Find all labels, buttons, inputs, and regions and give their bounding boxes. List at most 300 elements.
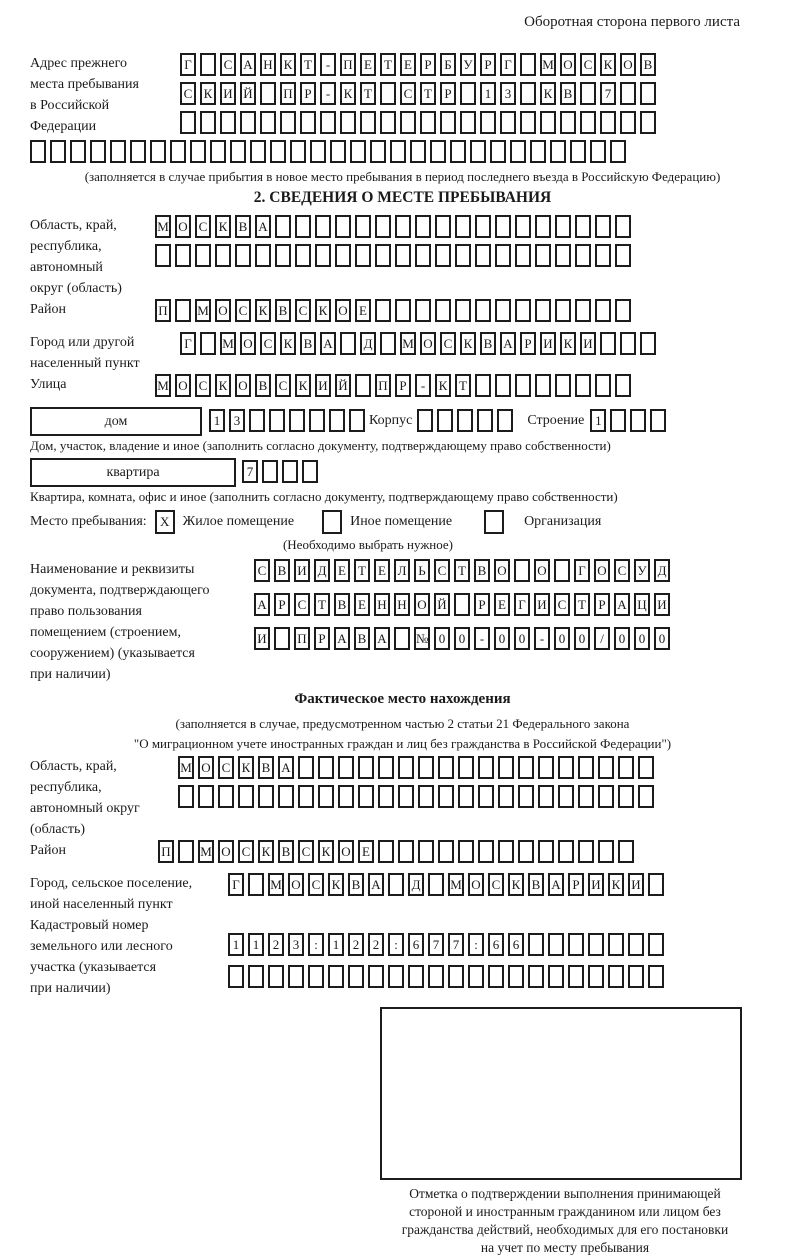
char-cell[interactable]: Д: [654, 559, 670, 582]
char-cell[interactable]: С: [180, 82, 196, 105]
char-cell[interactable]: С: [218, 756, 234, 779]
char-cell[interactable]: [415, 215, 431, 238]
char-cell[interactable]: [198, 785, 214, 808]
char-cell[interactable]: Е: [400, 53, 416, 76]
char-cell[interactable]: [455, 215, 471, 238]
char-cell[interactable]: [514, 559, 530, 582]
char-cell[interactable]: Д: [314, 559, 330, 582]
char-cell[interactable]: О: [494, 559, 510, 582]
char-cell[interactable]: И: [580, 332, 596, 355]
char-cell[interactable]: Й: [434, 593, 450, 616]
char-cell[interactable]: [180, 111, 196, 134]
char-cell[interactable]: :: [388, 933, 404, 956]
char-cell[interactable]: [615, 374, 631, 397]
char-cell[interactable]: [200, 332, 216, 355]
char-cell[interactable]: 1: [248, 933, 264, 956]
char-cell[interactable]: 1: [590, 409, 606, 432]
char-cell[interactable]: [528, 933, 544, 956]
char-cell[interactable]: 6: [488, 933, 504, 956]
char-cell[interactable]: [620, 111, 636, 134]
char-cell[interactable]: [480, 111, 496, 134]
char-cell[interactable]: [538, 840, 554, 863]
char-cell[interactable]: Е: [358, 840, 374, 863]
char-cell[interactable]: [515, 299, 531, 322]
char-cell[interactable]: [458, 785, 474, 808]
char-cell[interactable]: 0: [574, 627, 590, 650]
char-cell[interactable]: М: [178, 756, 194, 779]
char-cell[interactable]: Е: [374, 559, 390, 582]
char-cell[interactable]: К: [295, 374, 311, 397]
char-cell[interactable]: [590, 140, 606, 163]
char-cell[interactable]: Т: [455, 374, 471, 397]
char-cell[interactable]: [318, 756, 334, 779]
char-cell[interactable]: [274, 627, 290, 650]
char-cell[interactable]: Н: [394, 593, 410, 616]
char-cell[interactable]: [178, 785, 194, 808]
char-cell[interactable]: [640, 332, 656, 355]
char-cell[interactable]: К: [608, 873, 624, 896]
char-cell[interactable]: [170, 140, 186, 163]
char-cell[interactable]: В: [528, 873, 544, 896]
char-cell[interactable]: [578, 785, 594, 808]
char-cell[interactable]: О: [240, 332, 256, 355]
char-cell[interactable]: [420, 111, 436, 134]
char-cell[interactable]: А: [500, 332, 516, 355]
char-cell[interactable]: [315, 244, 331, 267]
char-cell[interactable]: [262, 460, 278, 483]
char-cell[interactable]: К: [435, 374, 451, 397]
char-cell[interactable]: [438, 840, 454, 863]
char-cell[interactable]: [460, 111, 476, 134]
char-cell[interactable]: [608, 965, 624, 988]
char-cell[interactable]: [378, 785, 394, 808]
char-cell[interactable]: [598, 785, 614, 808]
char-cell[interactable]: П: [294, 627, 310, 650]
char-cell[interactable]: [535, 299, 551, 322]
char-cell[interactable]: 0: [634, 627, 650, 650]
char-cell[interactable]: [290, 140, 306, 163]
char-cell[interactable]: [620, 82, 636, 105]
char-cell[interactable]: [575, 244, 591, 267]
char-cell[interactable]: Й: [240, 82, 256, 105]
char-cell[interactable]: [508, 965, 524, 988]
char-cell[interactable]: К: [340, 82, 356, 105]
char-cell[interactable]: [380, 332, 396, 355]
char-cell[interactable]: Т: [314, 593, 330, 616]
char-cell[interactable]: 3: [288, 933, 304, 956]
char-cell[interactable]: [638, 785, 654, 808]
char-cell[interactable]: [258, 785, 274, 808]
char-cell[interactable]: Е: [494, 593, 510, 616]
char-cell[interactable]: [518, 785, 534, 808]
char-cell[interactable]: [498, 785, 514, 808]
char-cell[interactable]: В: [255, 374, 271, 397]
char-cell[interactable]: [417, 409, 433, 432]
char-cell[interactable]: Т: [420, 82, 436, 105]
char-cell[interactable]: А: [255, 215, 271, 238]
char-cell[interactable]: А: [548, 873, 564, 896]
char-cell[interactable]: [358, 756, 374, 779]
char-cell[interactable]: [328, 965, 344, 988]
char-cell[interactable]: [268, 965, 284, 988]
char-cell[interactable]: [398, 785, 414, 808]
char-cell[interactable]: [518, 840, 534, 863]
char-cell[interactable]: С: [195, 374, 211, 397]
char-cell[interactable]: С: [260, 332, 276, 355]
char-cell[interactable]: И: [540, 332, 556, 355]
char-cell[interactable]: Р: [520, 332, 536, 355]
char-cell[interactable]: [388, 965, 404, 988]
char-cell[interactable]: [110, 140, 126, 163]
char-cell[interactable]: [497, 409, 513, 432]
char-cell[interactable]: В: [348, 873, 364, 896]
char-cell[interactable]: :: [308, 933, 324, 956]
char-cell[interactable]: [478, 756, 494, 779]
char-cell[interactable]: [528, 965, 544, 988]
char-cell[interactable]: Т: [380, 53, 396, 76]
char-cell[interactable]: Р: [594, 593, 610, 616]
char-cell[interactable]: [300, 111, 316, 134]
char-cell[interactable]: И: [220, 82, 236, 105]
char-cell[interactable]: П: [375, 374, 391, 397]
char-cell[interactable]: [468, 965, 484, 988]
char-cell[interactable]: [400, 111, 416, 134]
char-cell[interactable]: [418, 840, 434, 863]
char-cell[interactable]: В: [235, 215, 251, 238]
char-cell[interactable]: -: [320, 53, 336, 76]
char-cell[interactable]: [295, 244, 311, 267]
char-cell[interactable]: Е: [355, 299, 371, 322]
char-cell[interactable]: Р: [300, 82, 316, 105]
char-cell[interactable]: К: [508, 873, 524, 896]
char-cell[interactable]: [498, 756, 514, 779]
char-cell[interactable]: :: [468, 933, 484, 956]
char-cell[interactable]: 0: [494, 627, 510, 650]
char-cell[interactable]: [535, 244, 551, 267]
char-cell[interactable]: [580, 82, 596, 105]
char-cell[interactable]: В: [480, 332, 496, 355]
char-cell[interactable]: Г: [180, 53, 196, 76]
char-cell[interactable]: [270, 140, 286, 163]
char-cell[interactable]: [615, 244, 631, 267]
char-cell[interactable]: Р: [474, 593, 490, 616]
checkbox-inoe[interactable]: [322, 510, 342, 534]
char-cell[interactable]: [175, 244, 191, 267]
char-cell[interactable]: К: [600, 53, 616, 76]
char-cell[interactable]: [475, 215, 491, 238]
char-cell[interactable]: 0: [454, 627, 470, 650]
char-cell[interactable]: [430, 140, 446, 163]
char-cell[interactable]: [230, 140, 246, 163]
char-cell[interactable]: [550, 140, 566, 163]
char-cell[interactable]: А: [254, 593, 270, 616]
char-cell[interactable]: А: [374, 627, 390, 650]
char-cell[interactable]: [175, 299, 191, 322]
char-cell[interactable]: [555, 215, 571, 238]
char-cell[interactable]: [478, 785, 494, 808]
char-cell[interactable]: [440, 111, 456, 134]
char-cell[interactable]: [548, 933, 564, 956]
char-cell[interactable]: 7: [448, 933, 464, 956]
char-cell[interactable]: [30, 140, 46, 163]
char-cell[interactable]: Т: [300, 53, 316, 76]
char-cell[interactable]: [390, 140, 406, 163]
char-cell[interactable]: [90, 140, 106, 163]
char-cell[interactable]: [335, 215, 351, 238]
char-cell[interactable]: К: [280, 332, 296, 355]
char-cell[interactable]: 0: [434, 627, 450, 650]
char-cell[interactable]: [282, 460, 298, 483]
char-cell[interactable]: [415, 244, 431, 267]
char-cell[interactable]: Р: [480, 53, 496, 76]
char-cell[interactable]: 3: [229, 409, 245, 432]
char-cell[interactable]: [200, 111, 216, 134]
char-cell[interactable]: [600, 332, 616, 355]
char-cell[interactable]: [378, 756, 394, 779]
char-cell[interactable]: С: [294, 593, 310, 616]
char-cell[interactable]: [340, 111, 356, 134]
char-cell[interactable]: [248, 965, 264, 988]
char-cell[interactable]: [302, 460, 318, 483]
char-cell[interactable]: [410, 140, 426, 163]
char-cell[interactable]: К: [280, 53, 296, 76]
char-cell[interactable]: [650, 409, 666, 432]
char-cell[interactable]: О: [288, 873, 304, 896]
char-cell[interactable]: -: [474, 627, 490, 650]
char-cell[interactable]: В: [560, 82, 576, 105]
char-cell[interactable]: Ц: [634, 593, 650, 616]
char-cell[interactable]: [580, 111, 596, 134]
char-cell[interactable]: [578, 756, 594, 779]
char-cell[interactable]: [338, 756, 354, 779]
char-cell[interactable]: И: [294, 559, 310, 582]
char-cell[interactable]: Й: [335, 374, 351, 397]
char-cell[interactable]: [460, 82, 476, 105]
char-cell[interactable]: [475, 244, 491, 267]
char-cell[interactable]: О: [534, 559, 550, 582]
char-cell[interactable]: М: [400, 332, 416, 355]
char-cell[interactable]: [275, 215, 291, 238]
char-cell[interactable]: [498, 840, 514, 863]
char-cell[interactable]: №: [414, 627, 430, 650]
char-cell[interactable]: [394, 627, 410, 650]
char-cell[interactable]: М: [268, 873, 284, 896]
char-cell[interactable]: [518, 756, 534, 779]
char-cell[interactable]: [418, 785, 434, 808]
char-cell[interactable]: Н: [374, 593, 390, 616]
char-cell[interactable]: И: [534, 593, 550, 616]
char-cell[interactable]: Р: [440, 82, 456, 105]
char-cell[interactable]: В: [300, 332, 316, 355]
char-cell[interactable]: [340, 332, 356, 355]
char-cell[interactable]: У: [460, 53, 476, 76]
char-cell[interactable]: 6: [508, 933, 524, 956]
char-cell[interactable]: 1: [228, 933, 244, 956]
char-cell[interactable]: [610, 409, 626, 432]
char-cell[interactable]: [298, 785, 314, 808]
char-cell[interactable]: А: [334, 627, 350, 650]
char-cell[interactable]: С: [400, 82, 416, 105]
char-cell[interactable]: О: [338, 840, 354, 863]
char-cell[interactable]: -: [320, 82, 336, 105]
char-cell[interactable]: С: [554, 593, 570, 616]
char-cell[interactable]: [348, 965, 364, 988]
char-cell[interactable]: П: [158, 840, 174, 863]
char-cell[interactable]: П: [280, 82, 296, 105]
char-cell[interactable]: С: [488, 873, 504, 896]
char-cell[interactable]: [520, 111, 536, 134]
char-cell[interactable]: [395, 244, 411, 267]
char-cell[interactable]: О: [175, 374, 191, 397]
char-cell[interactable]: П: [155, 299, 171, 322]
char-cell[interactable]: [455, 299, 471, 322]
char-cell[interactable]: М: [540, 53, 556, 76]
char-cell[interactable]: И: [588, 873, 604, 896]
char-cell[interactable]: М: [448, 873, 464, 896]
char-cell[interactable]: [370, 140, 386, 163]
char-cell[interactable]: К: [255, 299, 271, 322]
char-cell[interactable]: [515, 374, 531, 397]
char-cell[interactable]: [215, 244, 231, 267]
char-cell[interactable]: И: [654, 593, 670, 616]
char-cell[interactable]: У: [634, 559, 650, 582]
char-cell[interactable]: [380, 82, 396, 105]
char-cell[interactable]: О: [218, 840, 234, 863]
char-cell[interactable]: А: [278, 756, 294, 779]
char-cell[interactable]: С: [614, 559, 630, 582]
char-cell[interactable]: [378, 840, 394, 863]
char-cell[interactable]: [238, 785, 254, 808]
char-cell[interactable]: Д: [408, 873, 424, 896]
char-cell[interactable]: [310, 140, 326, 163]
char-cell[interactable]: [350, 140, 366, 163]
char-cell[interactable]: [535, 374, 551, 397]
char-cell[interactable]: [555, 244, 571, 267]
char-cell[interactable]: [298, 756, 314, 779]
char-cell[interactable]: К: [258, 840, 274, 863]
char-cell[interactable]: [329, 409, 345, 432]
char-cell[interactable]: С: [434, 559, 450, 582]
char-cell[interactable]: [548, 965, 564, 988]
char-cell[interactable]: [178, 840, 194, 863]
char-cell[interactable]: И: [315, 374, 331, 397]
char-cell[interactable]: [335, 244, 351, 267]
char-cell[interactable]: [570, 140, 586, 163]
char-cell[interactable]: Т: [454, 559, 470, 582]
char-cell[interactable]: 0: [514, 627, 530, 650]
char-cell[interactable]: [435, 244, 451, 267]
char-cell[interactable]: 2: [348, 933, 364, 956]
char-cell[interactable]: [628, 933, 644, 956]
char-cell[interactable]: К: [315, 299, 331, 322]
char-cell[interactable]: [418, 756, 434, 779]
char-cell[interactable]: 7: [600, 82, 616, 105]
char-cell[interactable]: [558, 756, 574, 779]
char-cell[interactable]: С: [275, 374, 291, 397]
char-cell[interactable]: [438, 785, 454, 808]
char-cell[interactable]: К: [200, 82, 216, 105]
char-cell[interactable]: [448, 965, 464, 988]
char-cell[interactable]: С: [195, 215, 211, 238]
char-cell[interactable]: В: [640, 53, 656, 76]
char-cell[interactable]: 2: [268, 933, 284, 956]
char-cell[interactable]: М: [198, 840, 214, 863]
checkbox-zhiloe[interactable]: X: [155, 510, 175, 534]
char-cell[interactable]: П: [340, 53, 356, 76]
char-cell[interactable]: Р: [420, 53, 436, 76]
char-cell[interactable]: [515, 244, 531, 267]
char-cell[interactable]: [538, 756, 554, 779]
char-cell[interactable]: [315, 215, 331, 238]
char-cell[interactable]: [618, 785, 634, 808]
char-cell[interactable]: [618, 840, 634, 863]
char-cell[interactable]: [495, 215, 511, 238]
char-cell[interactable]: [155, 244, 171, 267]
char-cell[interactable]: [588, 933, 604, 956]
char-cell[interactable]: [309, 409, 325, 432]
char-cell[interactable]: В: [354, 627, 370, 650]
char-cell[interactable]: С: [298, 840, 314, 863]
char-cell[interactable]: Р: [568, 873, 584, 896]
char-cell[interactable]: [458, 756, 474, 779]
char-cell[interactable]: С: [440, 332, 456, 355]
char-cell[interactable]: С: [220, 53, 236, 76]
char-cell[interactable]: [235, 244, 251, 267]
char-cell[interactable]: [575, 374, 591, 397]
char-cell[interactable]: [575, 215, 591, 238]
char-cell[interactable]: [478, 840, 494, 863]
char-cell[interactable]: И: [254, 627, 270, 650]
char-cell[interactable]: М: [155, 374, 171, 397]
char-cell[interactable]: Р: [274, 593, 290, 616]
char-cell[interactable]: [218, 785, 234, 808]
char-cell[interactable]: [560, 111, 576, 134]
char-cell[interactable]: [380, 111, 396, 134]
char-cell[interactable]: [349, 409, 365, 432]
char-cell[interactable]: [530, 140, 546, 163]
char-cell[interactable]: В: [274, 559, 290, 582]
char-cell[interactable]: О: [620, 53, 636, 76]
char-cell[interactable]: Г: [514, 593, 530, 616]
char-cell[interactable]: [355, 244, 371, 267]
char-cell[interactable]: [595, 244, 611, 267]
char-cell[interactable]: М: [155, 215, 171, 238]
char-cell[interactable]: Г: [228, 873, 244, 896]
char-cell[interactable]: [648, 933, 664, 956]
char-cell[interactable]: Г: [180, 332, 196, 355]
char-cell[interactable]: [588, 965, 604, 988]
char-cell[interactable]: [475, 374, 491, 397]
char-cell[interactable]: О: [560, 53, 576, 76]
char-cell[interactable]: [289, 409, 305, 432]
char-cell[interactable]: С: [308, 873, 324, 896]
char-cell[interactable]: [608, 933, 624, 956]
char-cell[interactable]: [495, 244, 511, 267]
char-cell[interactable]: [455, 244, 471, 267]
char-cell[interactable]: К: [328, 873, 344, 896]
char-cell[interactable]: [248, 873, 264, 896]
char-cell[interactable]: [568, 965, 584, 988]
char-cell[interactable]: [555, 299, 571, 322]
char-cell[interactable]: [288, 965, 304, 988]
char-cell[interactable]: [415, 299, 431, 322]
char-cell[interactable]: А: [240, 53, 256, 76]
char-cell[interactable]: К: [318, 840, 334, 863]
char-cell[interactable]: Т: [360, 82, 376, 105]
char-cell[interactable]: 1: [209, 409, 225, 432]
char-cell[interactable]: Р: [314, 627, 330, 650]
char-cell[interactable]: [435, 299, 451, 322]
